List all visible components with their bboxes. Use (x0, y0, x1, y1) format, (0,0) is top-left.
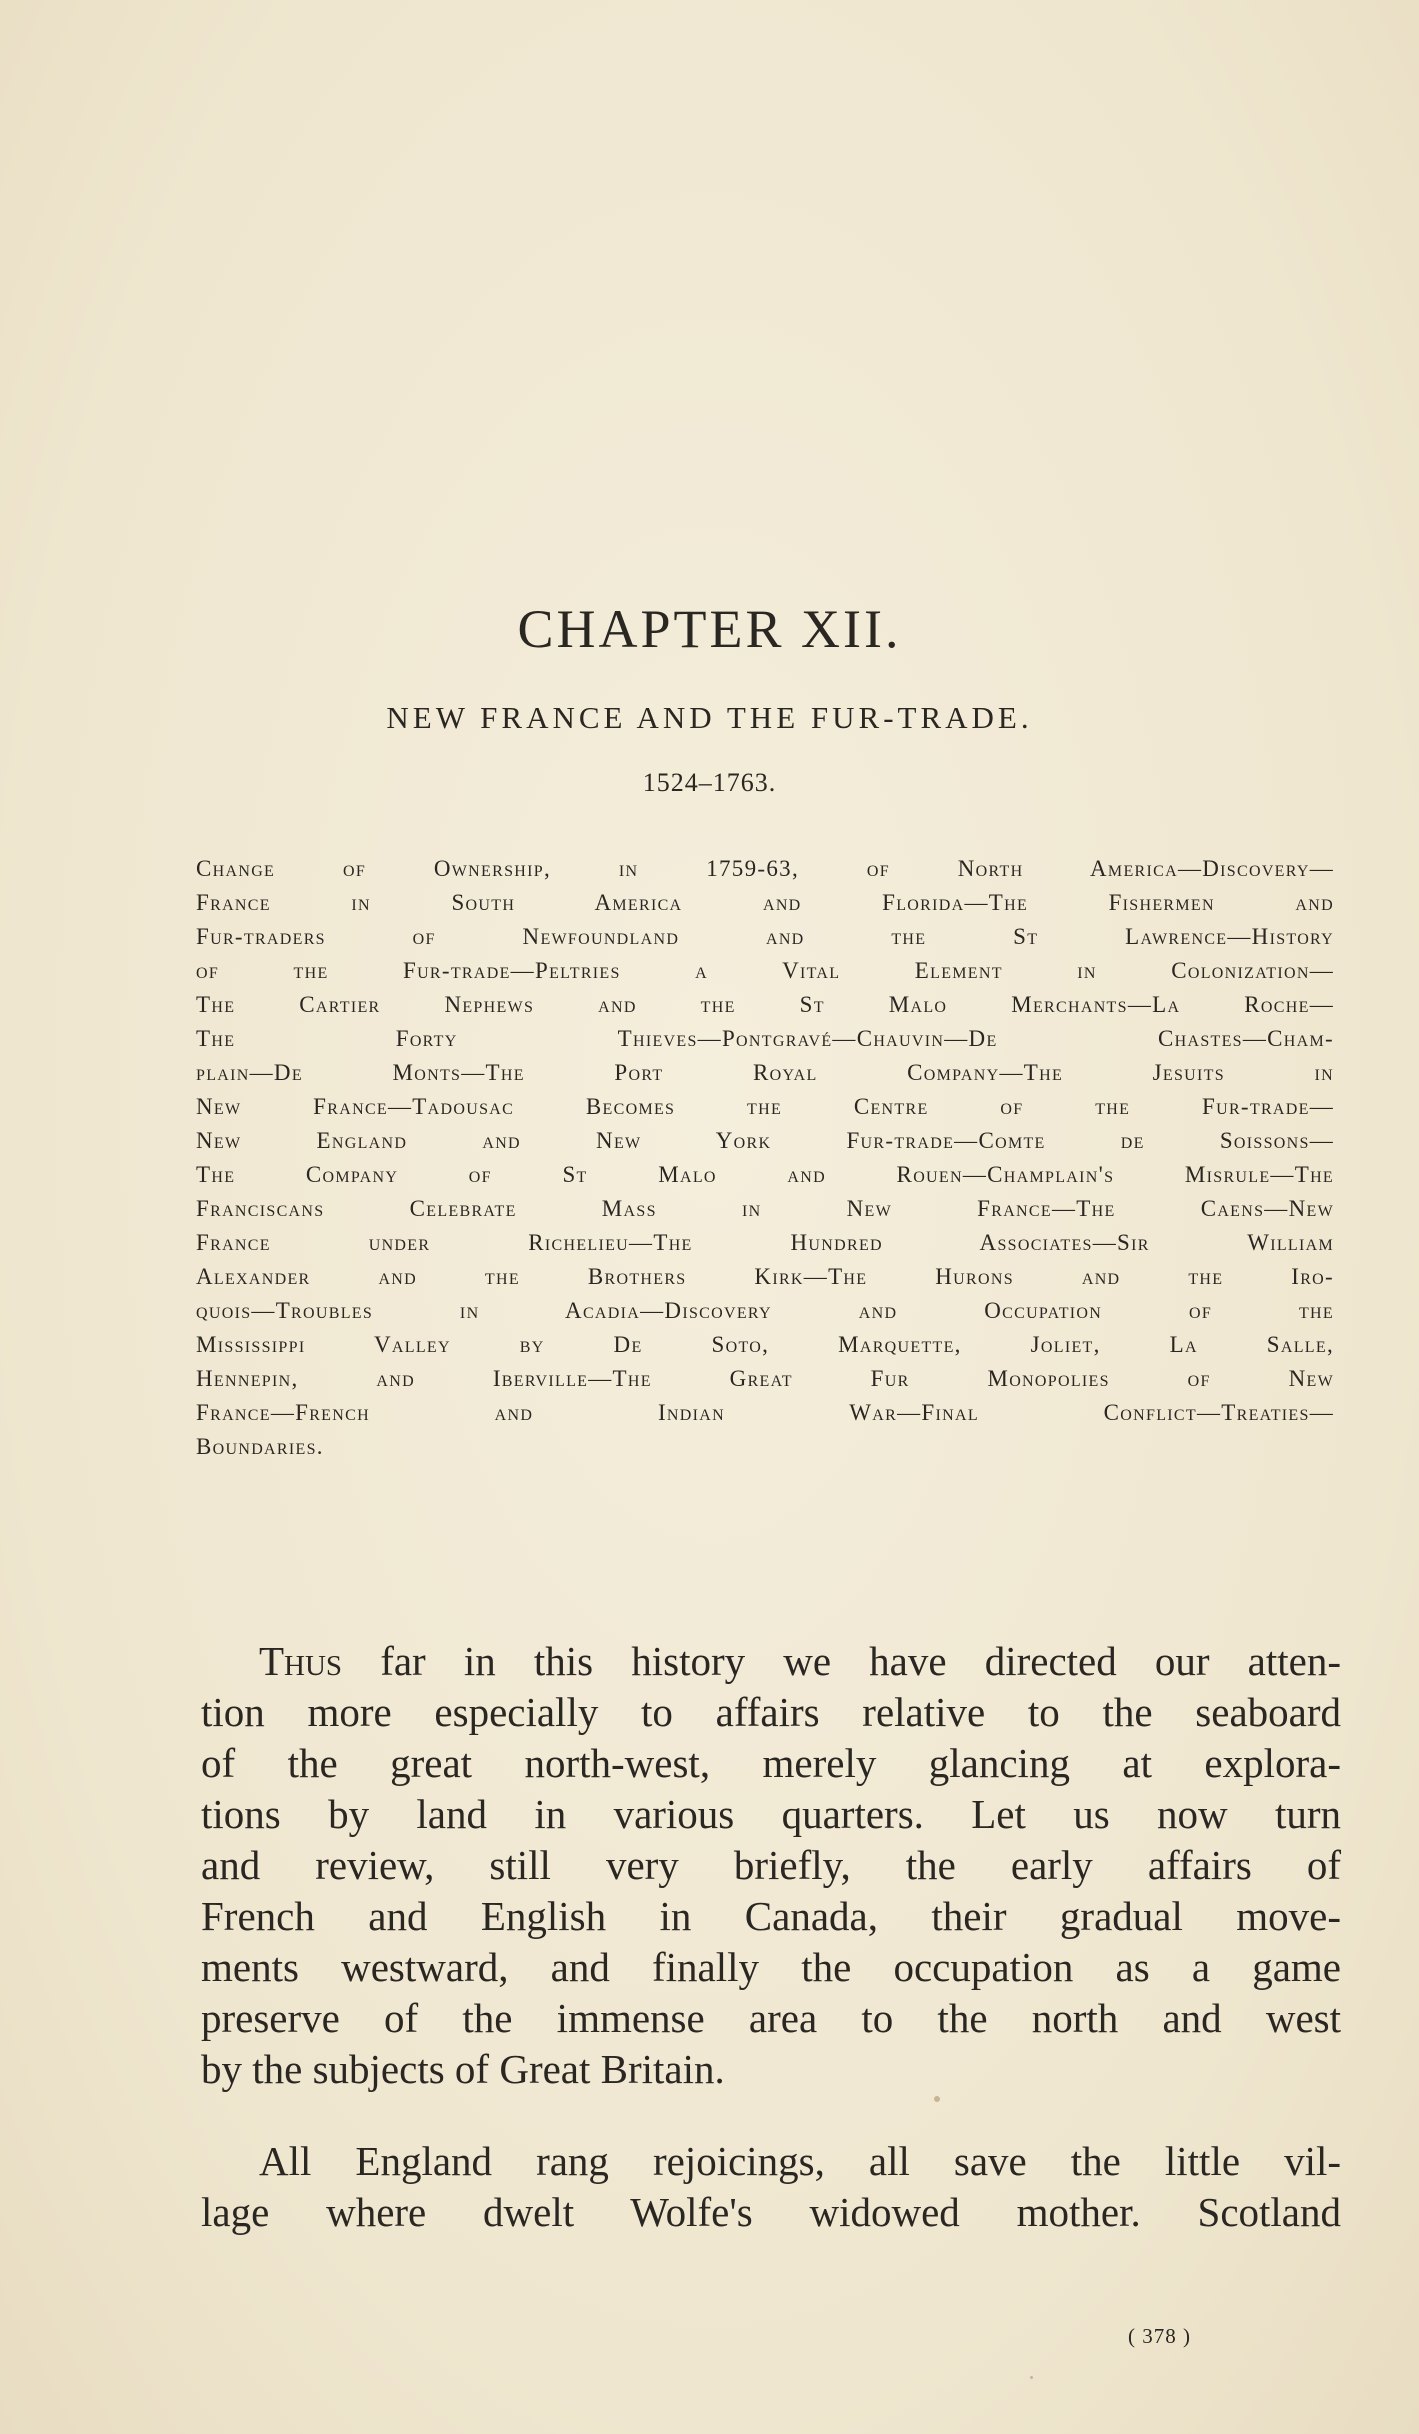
synopsis-line: New England and New York Fur-trade—Comte de Soissons— (196, 1128, 1334, 1153)
synopsis-line: Alexander and the Brothers Kirk—The Hurons and the Iro- (196, 1264, 1334, 1289)
synopsis-line: The Cartier Nephews and the St Malo Merchants—La Roche— (196, 992, 1334, 1017)
body-line: lage where dwelt Wolfe's widowed mother. Scotland (201, 2189, 1341, 2235)
synopsis-line: Change of Ownership, in 1759-63, of North America—Discovery— (196, 856, 1334, 881)
body-line: tions by land in various quarters. Let us now turn (201, 1791, 1341, 1837)
body-line: of the great north-west, merely glancing at explora- (201, 1740, 1341, 1786)
body-line (201, 1636, 1341, 1687)
synopsis-line: France in South America and Florida—The Fishermen and (196, 890, 1334, 915)
body-line: tion more especially to affairs relative to the seaboard (201, 1689, 1341, 1735)
synopsis-line: Fur-traders of Newfoundland and the St Lawrence—History (196, 924, 1334, 949)
chapter-dates: 1524–1763. (642, 768, 777, 797)
paper-speck (1030, 2376, 1033, 2379)
body-line: by the subjects of Great Britain. (201, 2046, 725, 2092)
chapter-subtitle: NEW FRANCE AND THE FUR-TRADE. (386, 700, 1033, 735)
opening-word: Thus (259, 1638, 343, 1684)
paragraph-2 (201, 2136, 1341, 2238)
chapter-synopsis (196, 852, 1334, 1464)
synopsis-line: Boundaries. (196, 1434, 324, 1459)
synopsis-line: of the Fur-trade—Peltries a Vital Element in Colonization— (196, 958, 1334, 983)
body-line: and review, still very briefly, the early affairs of (201, 1842, 1341, 1888)
synopsis-line: New France—Tadousac Becomes the Centre of the Fur-trade— (196, 1094, 1334, 1119)
chapter-title: CHAPTER XII. (517, 599, 902, 659)
body-line: preserve of the immense area to the north and west (201, 1995, 1341, 2041)
synopsis-line: France—French and Indian War—Final Conflict—Treaties— (196, 1400, 1334, 1425)
synopsis-line: The Company of St Malo and Rouen—Champlain's Misrule—The (196, 1162, 1334, 1187)
synopsis-line: plain—De Monts—The Port Royal Company—The Jesuits in (196, 1060, 1334, 1085)
synopsis-line: Hennepin, and Iberville—The Great Fur Monopolies of New (196, 1366, 1334, 1391)
page-number: ( 378 ) (1128, 2324, 1191, 2348)
synopsis-line: Mississippi Valley by De Soto, Marquette, Joliet, La Salle, (196, 1332, 1334, 1357)
synopsis-line: quois—Troubles in Acadia—Discovery and Occupation of the (196, 1298, 1334, 1323)
synopsis-line: France under Richelieu—The Hundred Associates—Sir William (196, 1230, 1334, 1255)
body-line: All England rang rejoicings, all save the little vil- (259, 2138, 1341, 2184)
body-line: French and English in Canada, their gradual move- (201, 1893, 1341, 1939)
body-line-text: far in this history we have directed our atten- (342, 1638, 1341, 1684)
body-line: ments westward, and finally the occupation as a game (201, 1944, 1341, 1990)
paper-speck (934, 2096, 940, 2102)
paragraph-1 (201, 1636, 1341, 2095)
synopsis-line: The Forty Thieves—Pontgravé—Chauvin—De Chastes—Cham- (196, 1026, 1334, 1051)
synopsis-line: Franciscans Celebrate Mass in New France—The Caens—New (196, 1196, 1334, 1221)
